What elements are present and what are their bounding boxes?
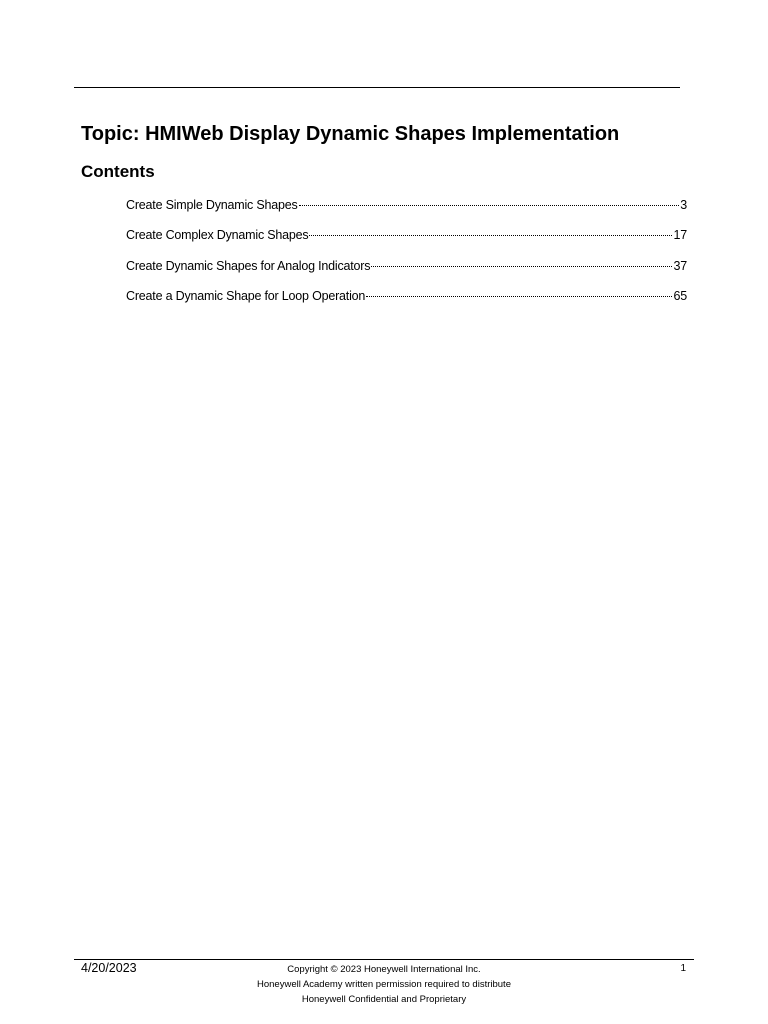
toc-entry-title[interactable]: Create Dynamic Shapes for Analog Indicators: [126, 258, 371, 273]
toc-entry-title[interactable]: Create Simple Dynamic Shapes: [126, 198, 298, 212]
toc-dot-leader: [366, 296, 672, 297]
footer-permission: Honeywell Academy written permission required to distribute: [257, 979, 511, 990]
toc-entry[interactable]: [126, 257, 687, 275]
toc-dot-leader: [299, 205, 680, 206]
toc-entry[interactable]: [126, 226, 687, 244]
footer-copyright: Copyright © 2023 Honeywell International Inc.: [287, 964, 481, 975]
page-title: Topic: HMIWeb Display Dynamic Shapes Implementation: [81, 123, 620, 145]
header-rule: [74, 87, 680, 88]
footer-page-number: 1: [680, 963, 686, 974]
toc-entry[interactable]: [126, 196, 687, 214]
footer-date: 4/20/2023: [81, 961, 137, 975]
toc-entry-title[interactable]: Create a Dynamic Shape for Loop Operation: [126, 288, 366, 303]
toc-entry-title[interactable]: Create Complex Dynamic Shapes: [126, 228, 309, 243]
toc-entry[interactable]: [126, 287, 687, 305]
contents-heading: Contents: [81, 162, 155, 181]
footer-notice: [234, 962, 534, 1007]
footer-rule: [74, 959, 694, 960]
toc-entry-page[interactable]: 65: [673, 288, 687, 303]
toc-dot-leader: [309, 235, 672, 236]
toc-entry-page[interactable]: 3: [680, 198, 687, 212]
table-of-contents: [126, 196, 687, 317]
toc-entry-page[interactable]: 37: [673, 258, 687, 273]
toc-dot-leader: [371, 266, 672, 267]
footer-confidential: Honeywell Confidential and Proprietary: [301, 994, 467, 1005]
toc-entry-page[interactable]: 17: [673, 228, 687, 243]
